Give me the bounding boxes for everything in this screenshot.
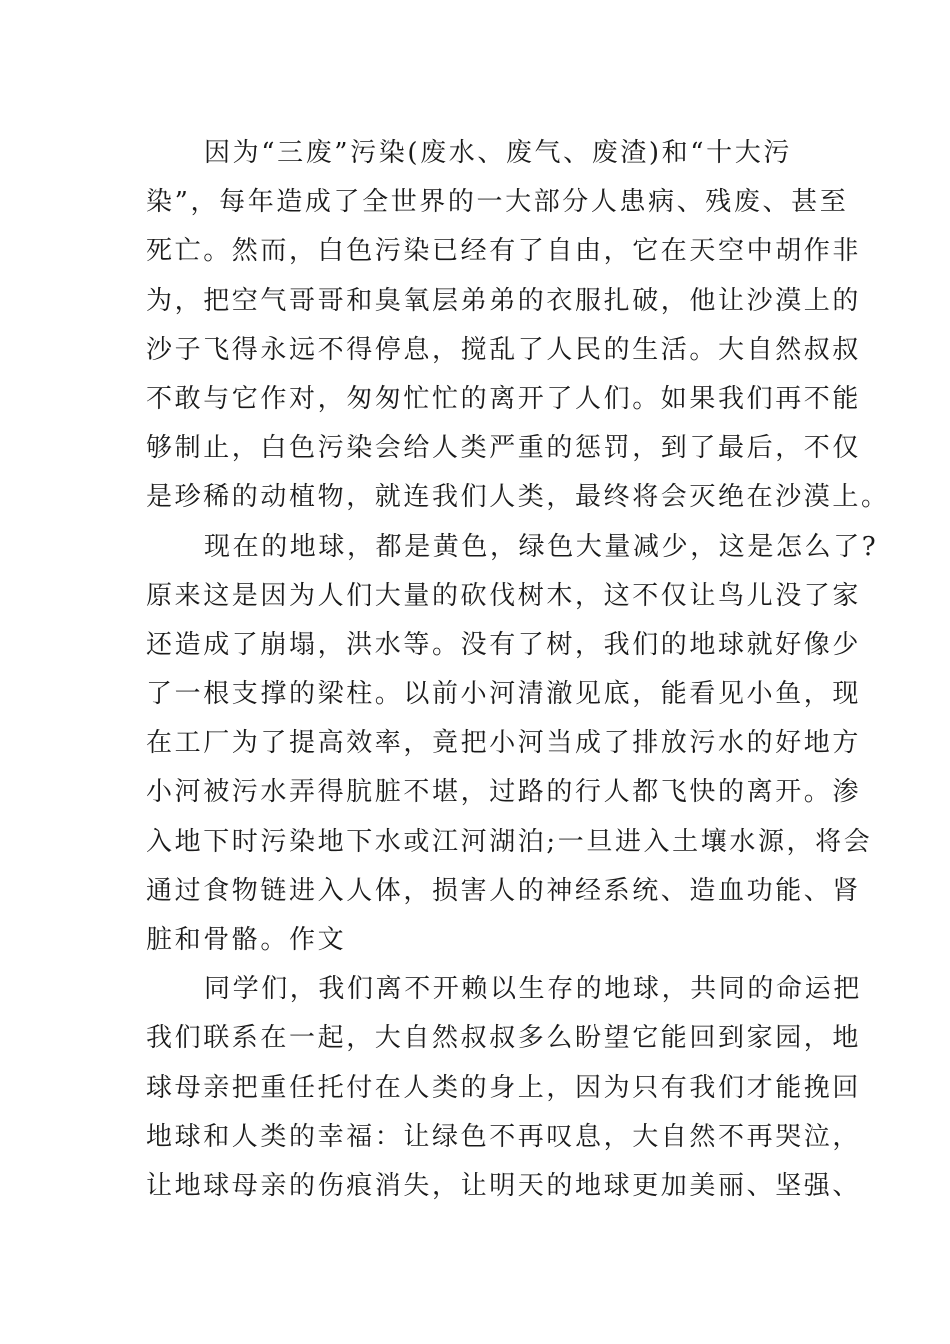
text-line: 还造成了崩塌，洪水等。没有了树，我们的地球就好像少 [146, 629, 862, 660]
text-line: 是珍稀的动植物，就连我们人类，最终将会灭绝在沙漠上。 [146, 482, 890, 513]
text-line: 够制止，白色污染会给人类严重的惩罚，到了最后，不仅 [146, 433, 862, 464]
text-line: 染”，每年造成了全世界的一大部分人患病、残废、甚至 [146, 187, 849, 218]
text-line: 在工厂为了提高效率，竟把小河当成了排放污水的好地方 [146, 728, 862, 759]
text-line: 了一根支撑的梁柱。以前小河清澈见底，能看见小鱼，现 [146, 679, 862, 710]
text-line: 为，把空气哥哥和臭氧层弟弟的衣服扎破，他让沙漠上的 [146, 285, 862, 316]
text-line: 不敢与它作对，匆匆忙忙的离开了人们。如果我们再不能 [146, 383, 862, 414]
text-line: 同学们，我们离不开赖以生存的地球，共同的命运把 [204, 974, 862, 1005]
document-body [146, 129, 890, 1211]
text-line: 因为“三废”污染(废水、废气、废渣)和“十大污 [204, 138, 792, 168]
text-line: 脏和骨骼。作文 [146, 925, 347, 955]
text-line: 球母亲把重任托付在人类的身上，因为只有我们才能挽回 [146, 1072, 862, 1103]
text-line: 通过食物链进入人体，损害人的神经系统、造血功能、肾 [146, 875, 862, 906]
text-line: 沙子飞得永远不得停息，搅乱了人民的生活。大自然叔叔 [146, 334, 862, 365]
text-line: 现在的地球，都是黄色，绿色大量减少，这是怎么了? [204, 531, 879, 562]
text-line: 小河被污水弄得肮脏不堪，过路的行人都飞快的离开。渗 [146, 777, 862, 808]
text-line: 入地下时污染地下水或江河湖泊;一旦进入土壤水源，将会 [146, 826, 873, 857]
text-line: 我们联系在一起，大自然叔叔多么盼望它能回到家园，地 [146, 1023, 862, 1054]
paragraph-3 [146, 965, 862, 1211]
text-line: 让地球母亲的伤痕消失，让明天的地球更加美丽、坚强、 [146, 1170, 862, 1201]
text-line: 原来这是因为人们大量的砍伐树木，这不仅让鸟儿没了家 [146, 580, 862, 611]
paragraph-2 [146, 523, 879, 966]
paragraph-1 [146, 129, 890, 523]
text-line: 死亡。然而，白色污染已经有了自由，它在天空中胡作非 [146, 236, 862, 267]
text-line: 地球和人类的幸福：让绿色不再叹息，大自然不再哭泣， [146, 1121, 862, 1152]
